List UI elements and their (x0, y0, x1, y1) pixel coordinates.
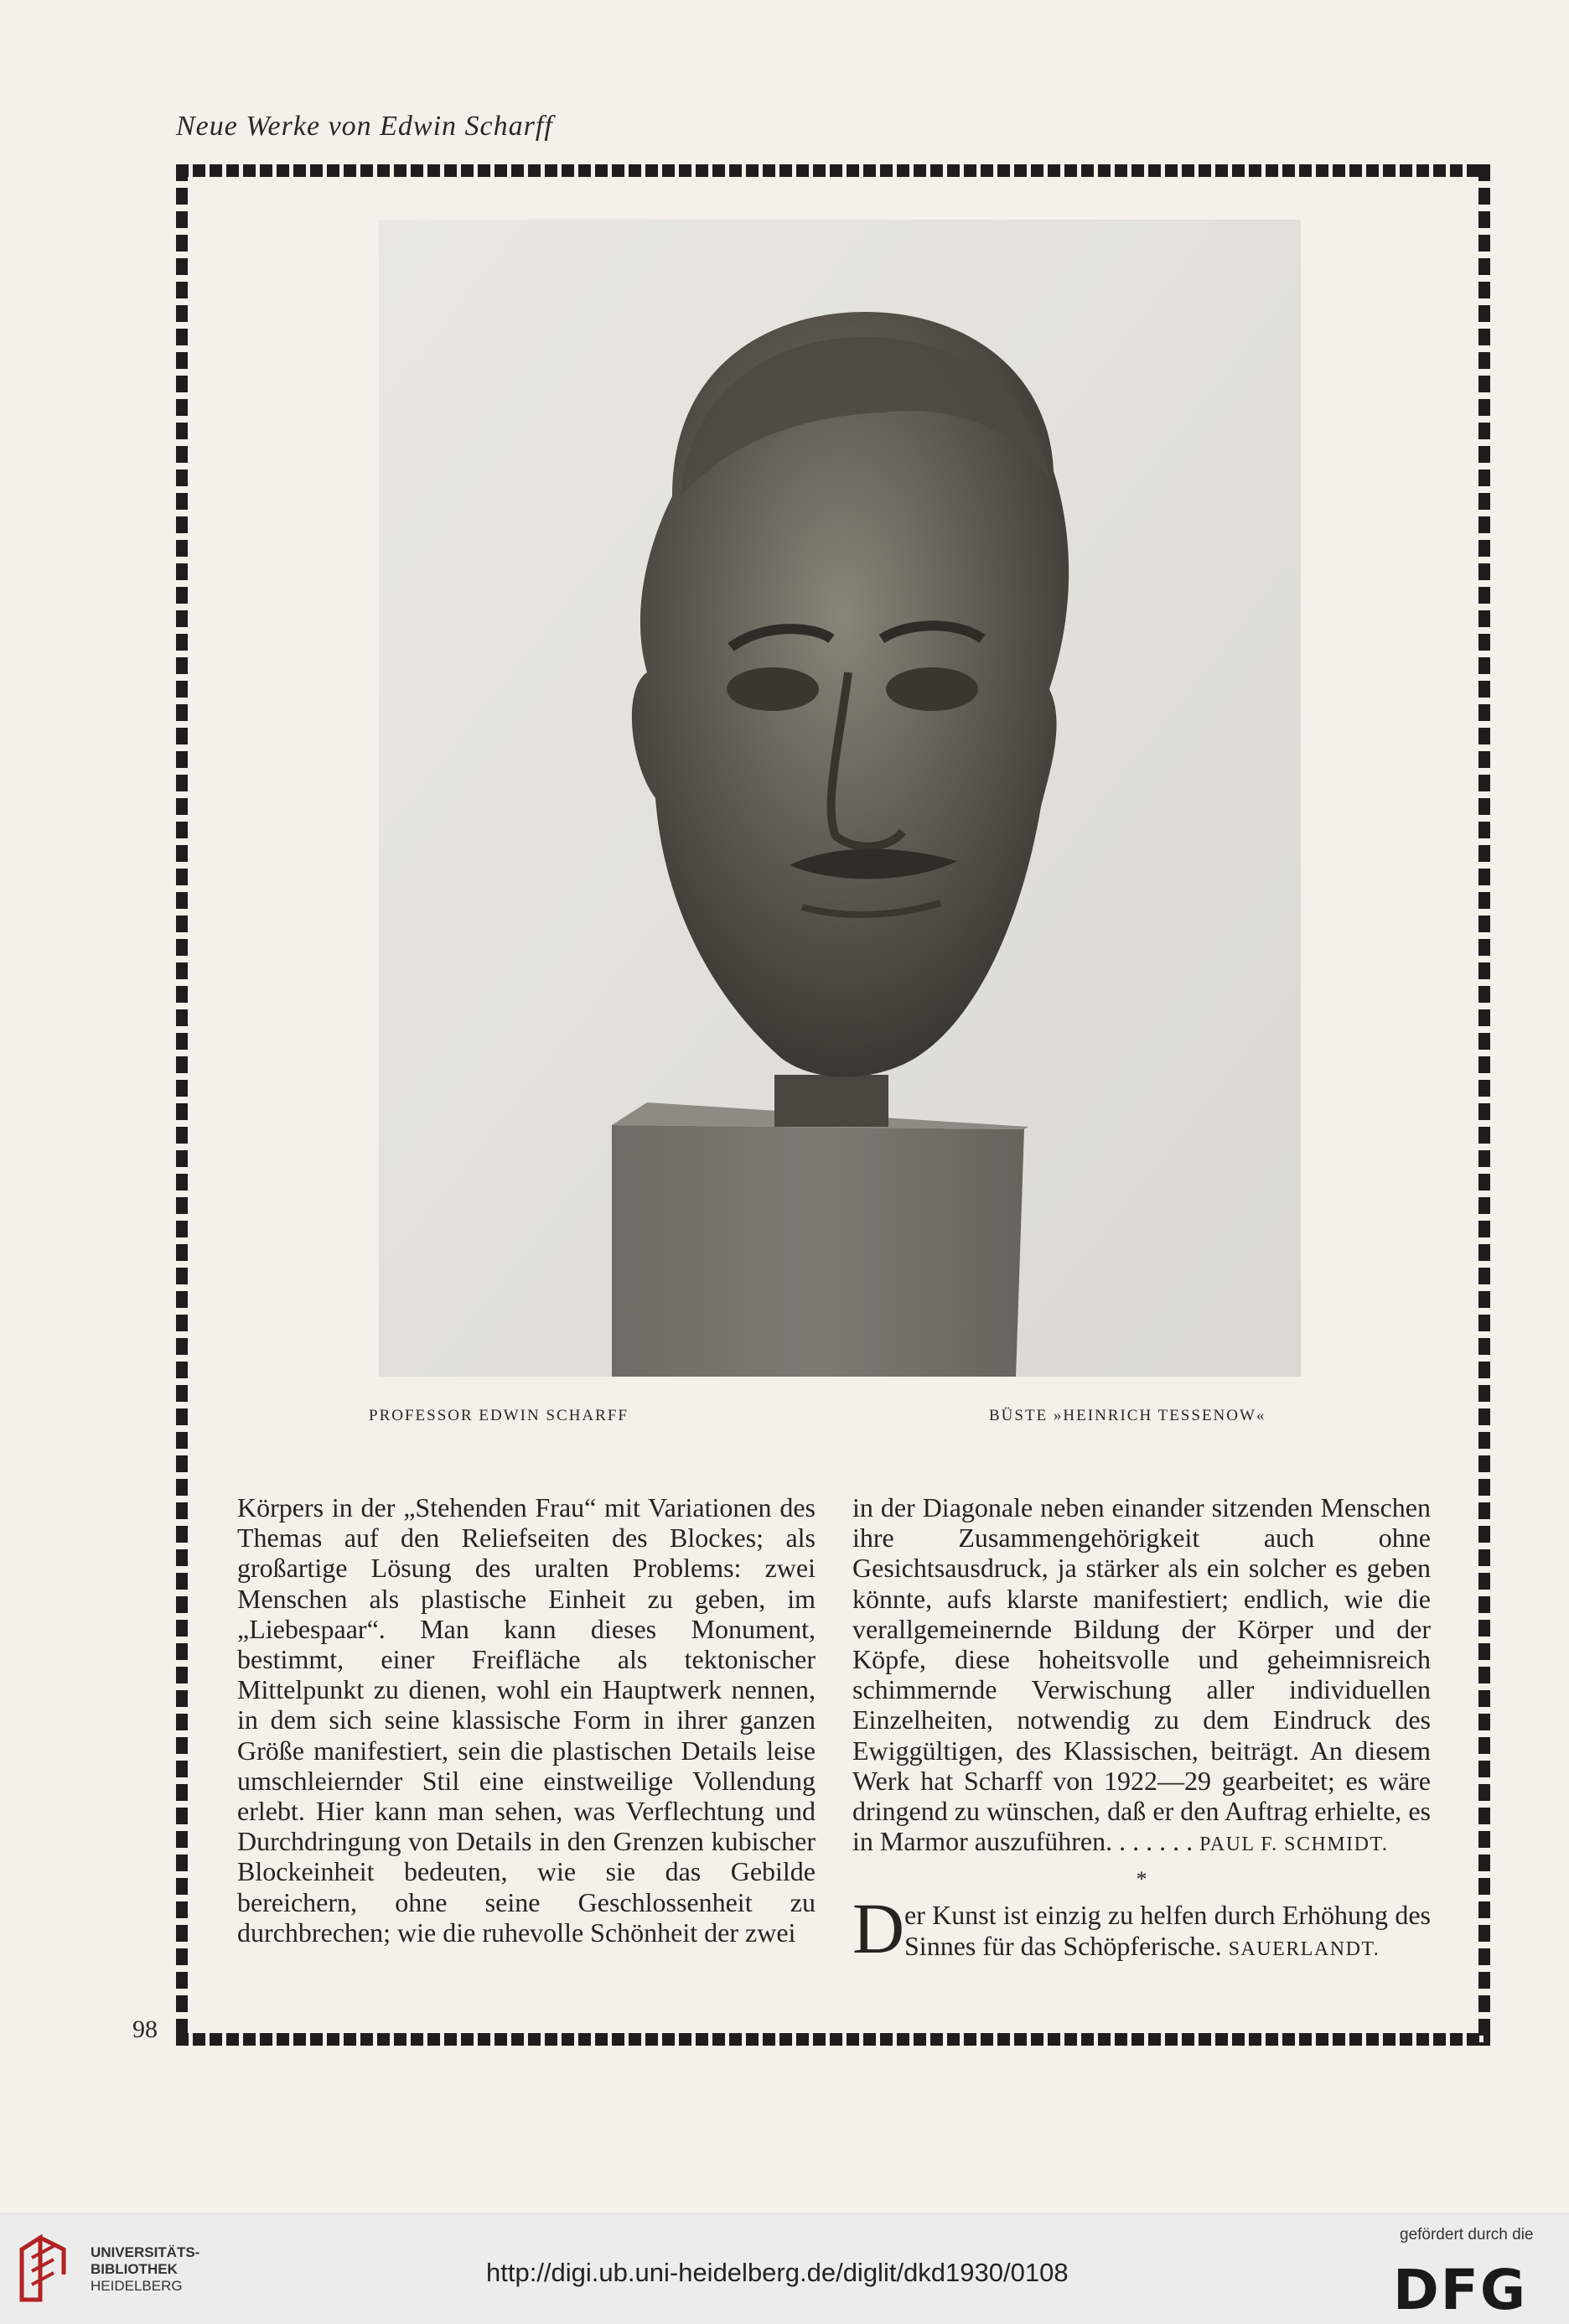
photo-caption-artist: PROFESSOR EDWIN SCHARFF (369, 1407, 629, 1424)
dfg-logo[interactable]: DFG (1393, 2258, 1528, 2322)
frame-border-bottom (176, 2033, 1490, 2046)
page-number: 98 (132, 2015, 158, 2043)
running-head: Neue Werke von Edwin Scharff (176, 111, 553, 142)
section-separator: * (1136, 1867, 1147, 1892)
body-text-right-content: in der Diagonale neben einander sitzenden Menschen ihre Zusammengehörigkeit auch ohne Gesichtsausdruck, ja stärker als ein solcher es geben könnte, aufs klarste manifestiert; endlich, wie die verallgemeinernde Bildung der Körper und der Köpfe, diese hoheitsvolle und geheimnisreich schimmernde Verwischung aller individuellen Einzelheiten, notwendig zu dem Eindruck des Ewiggültigen, des Klassischen, beiträgt. An diesem Werk hat Scharff von 1922—29 gearbeitet; es wäre dringend zu wünschen, daß er den Auftrag erhielte, es in Marmor auszuführen. . . . . . . (852, 1492, 1431, 1857)
quote-signature: SAUERLANDT. (1228, 1938, 1380, 1960)
text-column-right (852, 1492, 1431, 1969)
text-column-left (237, 1492, 816, 1948)
university-library-logo-icon[interactable] (15, 2233, 74, 2306)
library-name-line1: UNIVERSITÄTS- (91, 2244, 200, 2260)
closing-quote (852, 1888, 1431, 1969)
frame-border-top (176, 164, 1490, 177)
photo-caption-title: BÜSTE »HEINRICH TESSENOW« (989, 1407, 1266, 1424)
permalink-url[interactable]: http://digi.ub.uni-heidelberg.de/diglit/dkd1930/0108 (486, 2258, 1069, 2287)
body-text-left: Körpers in der „Stehenden Frau“ mit Variationen des Themas auf den Reliefseiten des Blockes; als großartige Lösung des uralten Problems: zwei Menschen als plastische Einheit zu geben, im „Liebespaar“. Man kann dieses Monument, bestimmt, einer Freifläche als tektonischer Mittelpunkt zu dienen, wohl ein Hauptwerk nennen, in dem sich seine klassische Form in ihrer ganzen Größe manifestiert, sein die plastischen Details leise umschleiernder Stil eine einstweilige Vollendung erlebt. Hier kann man sehen, was Verflechtung und Durchdringung von Details in den Grenzen kubischer Blockeinheit bedeuten, wie sie das Gebilde bereichern, ohne seine Geschlossenheit zu durchbrechen; wie die ruhevolle Schönheit der zwei (237, 1492, 816, 1948)
library-name-line3: HEIDELBERG (91, 2278, 183, 2294)
library-name (91, 2244, 199, 2295)
viewer-footer (0, 2213, 1569, 2324)
bust-photograph (379, 220, 1301, 1377)
drop-cap: D (852, 1888, 905, 1969)
quote-text: er Kunst ist einzig zu helfen durch Erhöhung des Sinnes für das Schöpferische. (904, 1900, 1431, 1961)
author-signature: PAUL F. SCHMIDT. (1199, 1834, 1389, 1856)
funding-note: gefördert durch die (1400, 2226, 1534, 2244)
body-text-right (852, 1492, 1431, 1860)
library-name-line2: BIBLIOTHEK (91, 2261, 178, 2277)
frame-border-right (1478, 164, 1490, 2046)
frame-border-left (176, 164, 188, 2046)
